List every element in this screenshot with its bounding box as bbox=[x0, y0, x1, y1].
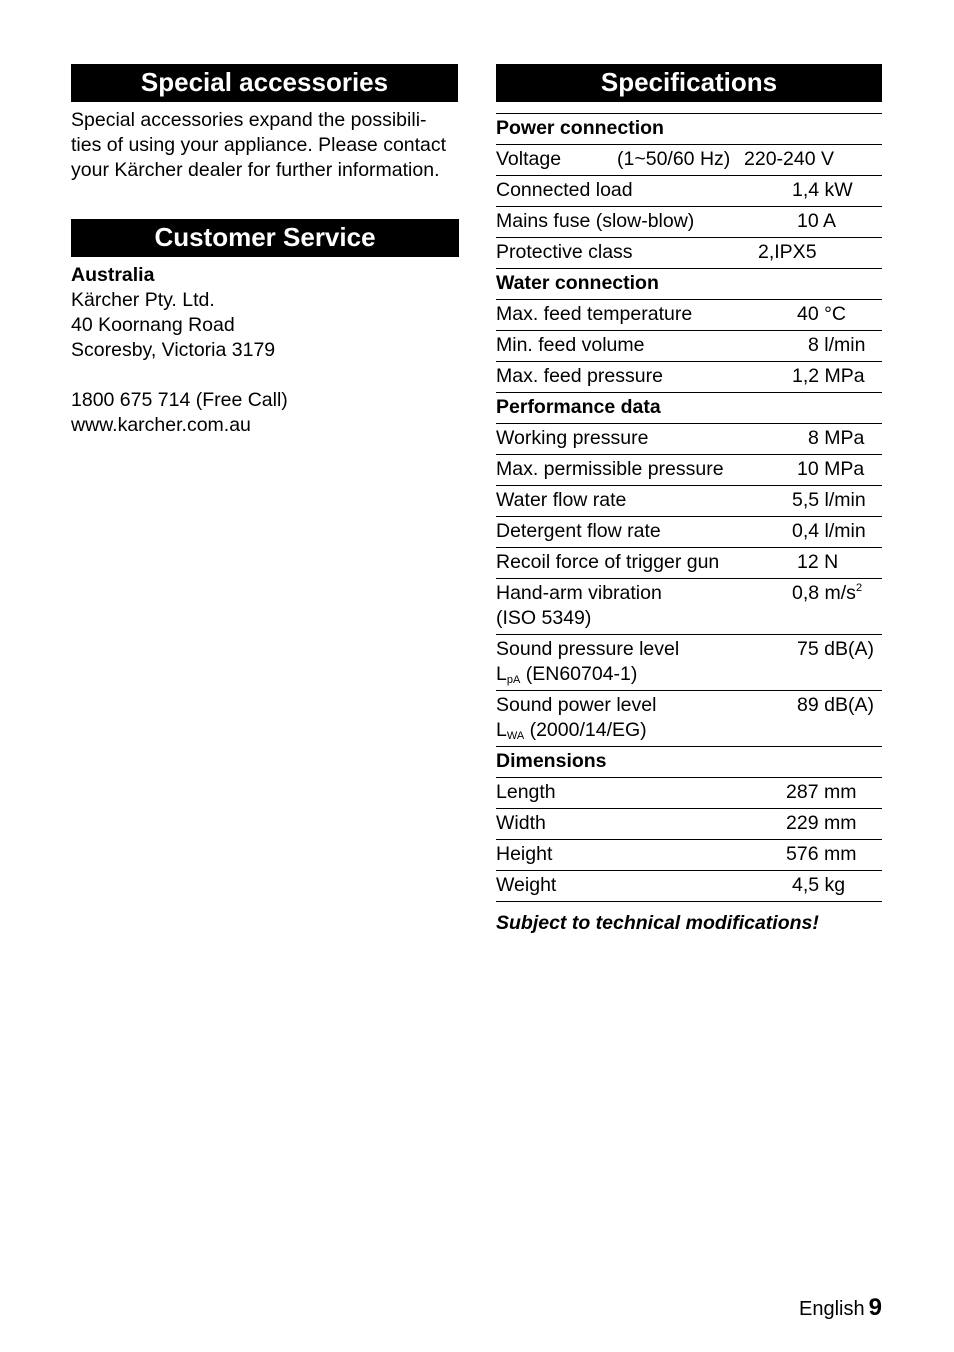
spec-label: Hand-arm vibration bbox=[496, 582, 662, 604]
spec-row-height bbox=[496, 840, 882, 871]
accessories-line: ties of using your appliance. Please contact bbox=[71, 134, 447, 156]
spec-label-line2: (ISO 5349) bbox=[496, 607, 592, 629]
spec-label-line2: $L_{pA}$ (EN60704-1) bbox=[496, 663, 638, 686]
spec-label: Length bbox=[496, 781, 556, 803]
spec-label: Voltage bbox=[496, 148, 562, 170]
accessories-paragraph bbox=[71, 108, 458, 183]
footer-language: English bbox=[799, 1298, 865, 1320]
website: www.karcher.com.au bbox=[71, 414, 251, 436]
accessories-line: Special accessories expand the possibili- bbox=[71, 109, 427, 131]
spec-value: 4,5 kg bbox=[792, 874, 846, 896]
section-power-connection: Power connection bbox=[496, 114, 882, 145]
spec-value: 8 MPa bbox=[808, 427, 865, 449]
spec-value: 0,4 l/min bbox=[792, 520, 866, 542]
spec-label: Protective class bbox=[496, 241, 633, 263]
spec-value: 8 l/min bbox=[808, 334, 866, 356]
section-performance-data: Performance data bbox=[496, 393, 882, 424]
spec-value: 75 dB(A) bbox=[797, 638, 874, 660]
spec-label: Min. feed volume bbox=[496, 334, 645, 356]
customer-service-heading: Customer Service bbox=[71, 219, 459, 257]
spec-value: 1,4 kW bbox=[792, 179, 853, 201]
spec-value: 229 mm bbox=[786, 812, 857, 834]
spec-value: 287 mm bbox=[786, 781, 857, 803]
spec-row-protective-class bbox=[496, 238, 882, 269]
spec-value: 5,5 l/min bbox=[792, 489, 866, 511]
address-line: 40 Koornang Road bbox=[71, 314, 235, 336]
spec-value: 10 A bbox=[797, 210, 837, 232]
spec-label: Water flow rate bbox=[496, 489, 627, 511]
spec-row-width bbox=[496, 809, 882, 840]
spec-row-permissible-pressure bbox=[496, 455, 882, 486]
spec-label: Width bbox=[496, 812, 546, 834]
spec-row-voltage bbox=[496, 145, 882, 176]
section-water-connection: Water connection bbox=[496, 269, 882, 300]
spec-label: Weight bbox=[496, 874, 557, 896]
spec-value: 10 MPa bbox=[797, 458, 865, 480]
spec-row-detergent-flow bbox=[496, 517, 882, 548]
specifications-table bbox=[496, 113, 882, 902]
spec-row-sound-power bbox=[496, 691, 882, 747]
technical-note: Subject to technical modifications! bbox=[496, 912, 819, 934]
spec-row-mains-fuse bbox=[496, 207, 882, 238]
spec-row-working-pressure bbox=[496, 424, 882, 455]
spec-label: Max. feed temperature bbox=[496, 303, 693, 325]
spec-row-length bbox=[496, 778, 882, 809]
right-column bbox=[496, 64, 882, 935]
service-address bbox=[71, 263, 458, 438]
specifications-heading: Specifications bbox=[496, 64, 882, 102]
spec-row-connected-load bbox=[496, 176, 882, 207]
spec-value: 40 °C bbox=[797, 303, 846, 325]
spec-row-water-flow bbox=[496, 486, 882, 517]
accessories-line: your Kärcher dealer for further information. bbox=[71, 159, 440, 181]
address-line: Kärcher Pty. Ltd. bbox=[71, 289, 215, 311]
spec-label: Working pressure bbox=[496, 427, 649, 449]
phone-number: 1800 675 714 (Free Call) bbox=[71, 389, 288, 411]
address-line: Scoresby, Victoria 3179 bbox=[71, 339, 276, 361]
spec-label: Max. permissible pressure bbox=[496, 458, 724, 480]
page-number: 9 bbox=[868, 1294, 882, 1321]
spec-value: 1,2 MPa bbox=[792, 365, 865, 387]
spec-label: Max. feed pressure bbox=[496, 365, 663, 387]
special-accessories-heading: Special accessories bbox=[71, 64, 458, 102]
spec-value: 220-240 V bbox=[744, 148, 834, 170]
spec-label-line2: $L_{WA}$ (2000/14/EG) bbox=[496, 719, 647, 742]
spec-value: 12 N bbox=[797, 551, 839, 573]
section-dimensions: Dimensions bbox=[496, 747, 882, 778]
spec-row-weight bbox=[496, 871, 882, 902]
spec-row-feed-pressure bbox=[496, 362, 882, 393]
spec-value: 576 mm bbox=[786, 843, 857, 865]
spec-label: Sound pressure level bbox=[496, 638, 680, 660]
spec-label: Mains fuse (slow-blow) bbox=[496, 210, 695, 232]
spec-label: Height bbox=[496, 843, 553, 865]
spec-row-feed-temperature bbox=[496, 300, 882, 331]
spec-label: Connected load bbox=[496, 179, 633, 201]
country-label: Australia bbox=[71, 264, 155, 286]
spec-row-sound-pressure bbox=[496, 635, 882, 691]
spec-condition: (1~50/60 Hz) bbox=[617, 148, 731, 170]
spec-label: Recoil force of trigger gun bbox=[496, 551, 720, 573]
spec-value: 2,IPX5 bbox=[758, 241, 817, 263]
left-column bbox=[71, 64, 458, 438]
spec-label: Detergent flow rate bbox=[496, 520, 661, 542]
page-footer bbox=[799, 1294, 882, 1322]
spec-value: 89 dB(A) bbox=[797, 694, 874, 716]
spec-row-recoil-force bbox=[496, 548, 882, 579]
spec-row-hand-arm-vibration bbox=[496, 579, 882, 635]
spec-row-feed-volume bbox=[496, 331, 882, 362]
spec-value: 0,8 $m/s^2$ bbox=[792, 582, 863, 604]
spec-label: Sound power level bbox=[496, 694, 657, 716]
